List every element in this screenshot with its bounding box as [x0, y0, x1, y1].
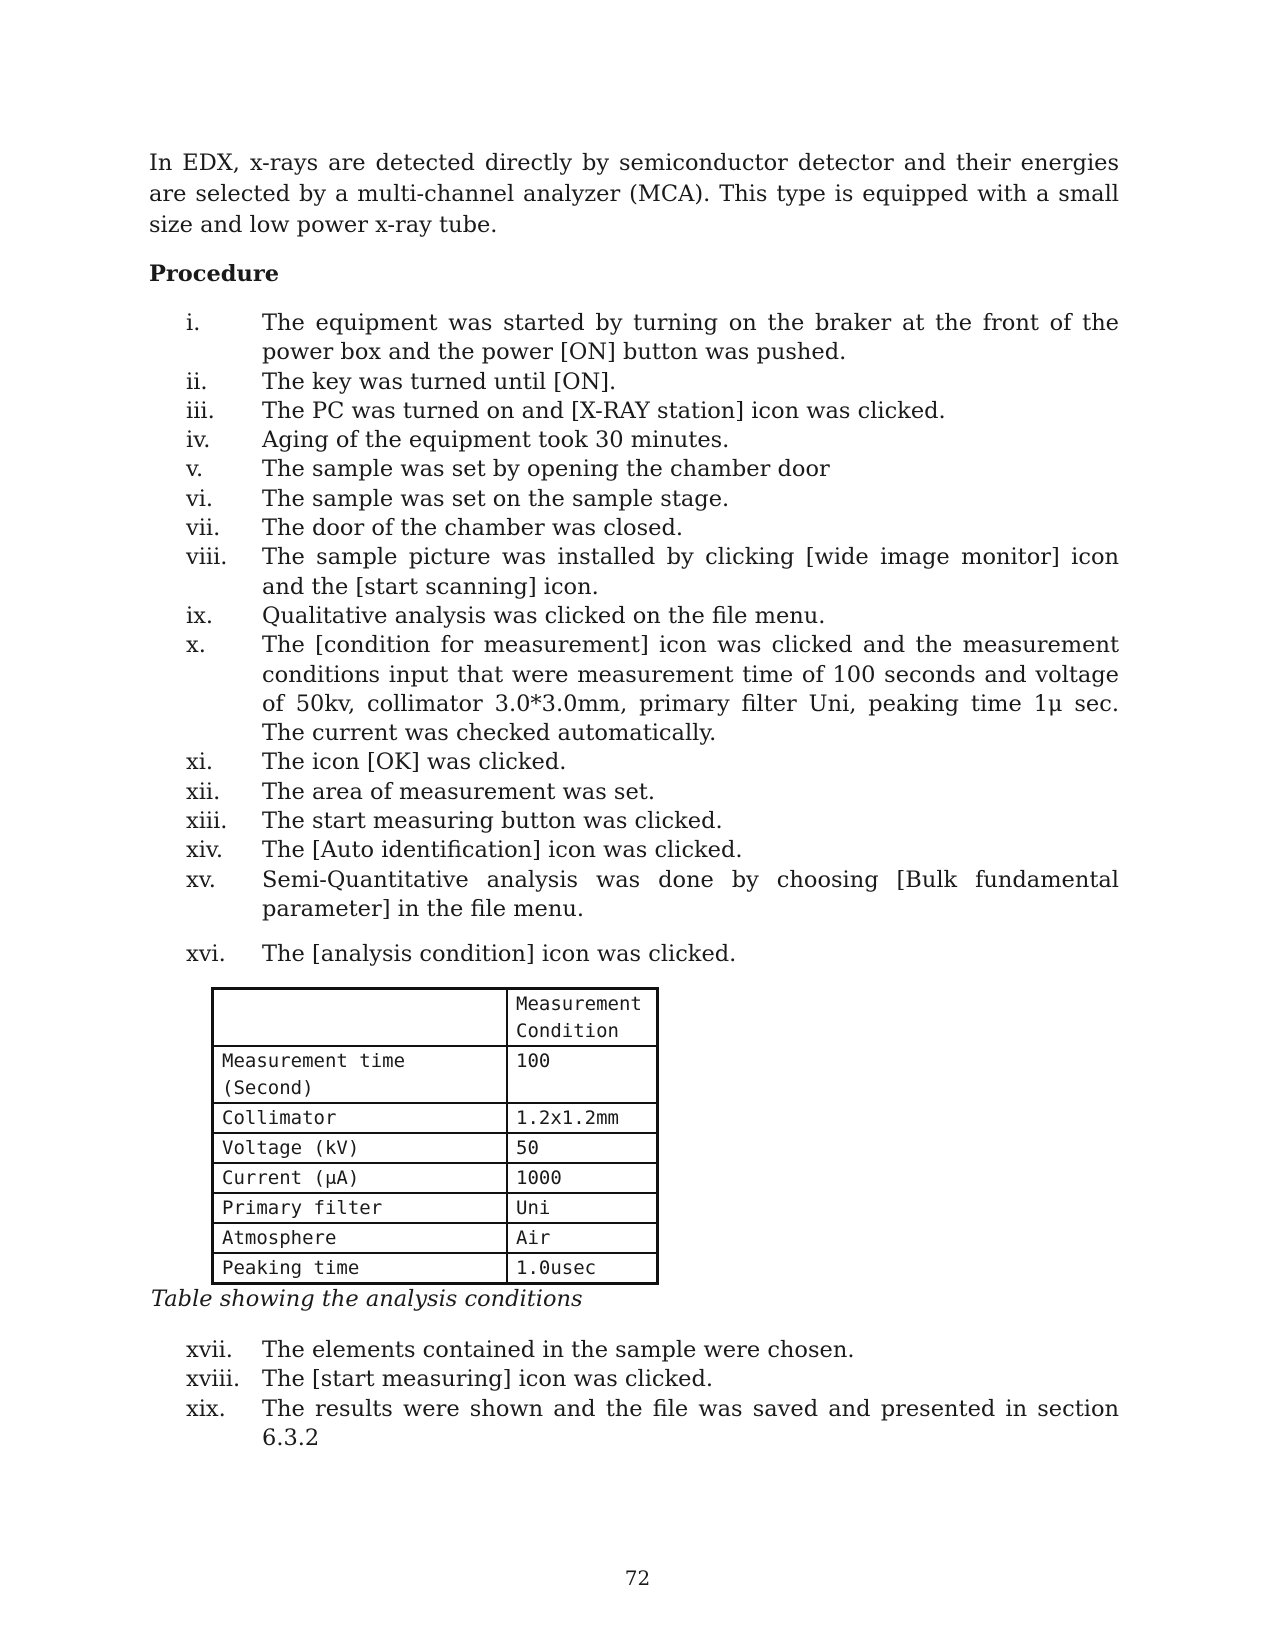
- step-number: i.: [186, 310, 201, 336]
- procedure-step: [0, 543, 1275, 602]
- procedure-step: [0, 1336, 1275, 1365]
- procedure-step: [0, 836, 1275, 865]
- step-text: The start measuring button was clicked.: [262, 808, 723, 835]
- step-number: xii.: [186, 778, 221, 805]
- step-text: The door of the chamber was closed.: [262, 515, 683, 542]
- table-header-row: [213, 989, 658, 1047]
- table-row: [213, 1103, 658, 1133]
- step-text: The PC was turned on and [X-RAY station] icon was clicked.: [262, 397, 946, 424]
- step-number: iv.: [186, 427, 211, 454]
- table-cell-parameter: Collimator: [213, 1103, 508, 1133]
- table-cell-parameter: Voltage (kV): [213, 1133, 508, 1163]
- step-text: The [condition for measurement] icon was clicked and the measurement conditions input that were measurement time of 100 seconds and voltage of 50kv, collimator 3.0*3.0mm, primary filter Uni, peaking time 1μ sec. The current was checked automatically.: [262, 632, 1119, 747]
- step-text: Semi-Quantitative analysis was done by choosing [Bulk fundamental parameter] in the file menu.: [262, 866, 1119, 922]
- step-number: x.: [186, 632, 206, 659]
- procedure-steps-part1: [0, 309, 1275, 924]
- step-number: ii.: [186, 368, 208, 395]
- procedure-step: [0, 1365, 1275, 1394]
- step-text: The sample was set by opening the chamber door: [262, 456, 830, 483]
- step-text: The elements contained in the sample were chosen.: [262, 1337, 855, 1363]
- step-text: The sample picture was installed by clicking [wide image monitor] icon and the [start scanning] icon.: [262, 544, 1119, 600]
- step-number: vi.: [186, 485, 214, 512]
- table-cell-value: 50: [507, 1133, 658, 1163]
- procedure-step: [0, 514, 1275, 543]
- procedure-step: [0, 748, 1275, 777]
- table-header-cell: Measurement Condition: [507, 989, 658, 1047]
- procedure-step: [0, 455, 1275, 484]
- table-cell-value: Air: [507, 1223, 658, 1253]
- step-number: xi.: [186, 749, 214, 776]
- step-number: xiii.: [186, 808, 228, 835]
- analysis-conditions-table-wrapper: [211, 987, 659, 1285]
- step-text: The results were shown and the file was saved and presented in section 6.3.2: [262, 1395, 1119, 1451]
- step-number: xv.: [186, 866, 216, 893]
- table-cell-parameter: Primary filter: [213, 1193, 508, 1223]
- step-text: The [start measuring] icon was clicked.: [262, 1366, 714, 1393]
- procedure-step: [0, 397, 1275, 426]
- step-number: vii.: [186, 515, 221, 542]
- procedure-steps-part2: [0, 940, 1275, 969]
- procedure-step: [0, 940, 1275, 969]
- procedure-step: [0, 426, 1275, 455]
- table-row: [213, 1046, 658, 1103]
- table-cell-value: 100: [507, 1046, 658, 1103]
- page-number: 72: [624, 1566, 651, 1590]
- table-cell-parameter: Measurement time (Second): [213, 1046, 508, 1103]
- procedure-step: [0, 631, 1275, 748]
- procedure-steps-part3: [0, 1336, 1275, 1453]
- procedure-heading: Procedure: [149, 261, 280, 287]
- step-text: The key was turned until [ON].: [262, 368, 617, 395]
- step-text: Qualitative analysis was clicked on the file menu.: [262, 602, 826, 629]
- step-number: xviii.: [186, 1366, 241, 1393]
- table-row: [213, 1163, 658, 1193]
- table-cell-parameter: Current (μA): [213, 1163, 508, 1193]
- step-number: v.: [186, 456, 204, 483]
- step-text: The area of measurement was set.: [262, 778, 655, 805]
- step-text: The sample was set on the sample stage.: [262, 485, 730, 512]
- intro-paragraph: In EDX, x-rays are detected directly by semiconductor detector and their energies are selected by a multi-channel analyzer (MCA). This type is equipped with a small size and low power x-ray tube.: [149, 150, 1119, 238]
- step-text: The icon [OK] was clicked.: [262, 749, 567, 776]
- procedure-step: [0, 807, 1275, 836]
- step-text: The equipment was started by turning on the braker at the front of the power box and the power [ON] button was pushed.: [262, 310, 1119, 366]
- procedure-step: [0, 368, 1275, 397]
- table-cell-value: 1.0usec: [507, 1253, 658, 1284]
- table-row: [213, 1133, 658, 1163]
- table-row: [213, 1253, 658, 1284]
- table-cell-value: 1000: [507, 1163, 658, 1193]
- step-text: The [Auto identification] icon was clicked.: [262, 837, 743, 864]
- procedure-step: [0, 602, 1275, 631]
- step-number: viii.: [186, 544, 228, 571]
- step-number: ix.: [186, 602, 214, 629]
- table-row: [213, 1223, 658, 1253]
- step-number: xvi.: [186, 941, 226, 967]
- table-header-cell: [213, 989, 508, 1047]
- step-number: iii.: [186, 397, 215, 424]
- table-cell-parameter: Peaking time: [213, 1253, 508, 1284]
- table-cell-value: 1.2x1.2mm: [507, 1103, 658, 1133]
- analysis-conditions-table: [211, 987, 659, 1285]
- procedure-step: [0, 1395, 1275, 1454]
- table-cell-parameter: Atmosphere: [213, 1223, 508, 1253]
- table-row: [213, 1193, 658, 1223]
- table-caption: Table showing the analysis conditions: [151, 1286, 583, 1312]
- step-number: xix.: [186, 1395, 226, 1422]
- procedure-step: [0, 485, 1275, 514]
- step-number: xvii.: [186, 1337, 233, 1363]
- procedure-step: [0, 778, 1275, 807]
- procedure-step: [0, 866, 1275, 925]
- step-text: The [analysis condition] icon was clicked.: [262, 941, 737, 967]
- step-number: xiv.: [186, 837, 224, 864]
- table-cell-value: Uni: [507, 1193, 658, 1223]
- procedure-step: [0, 309, 1275, 368]
- step-text: Aging of the equipment took 30 minutes.: [262, 427, 730, 454]
